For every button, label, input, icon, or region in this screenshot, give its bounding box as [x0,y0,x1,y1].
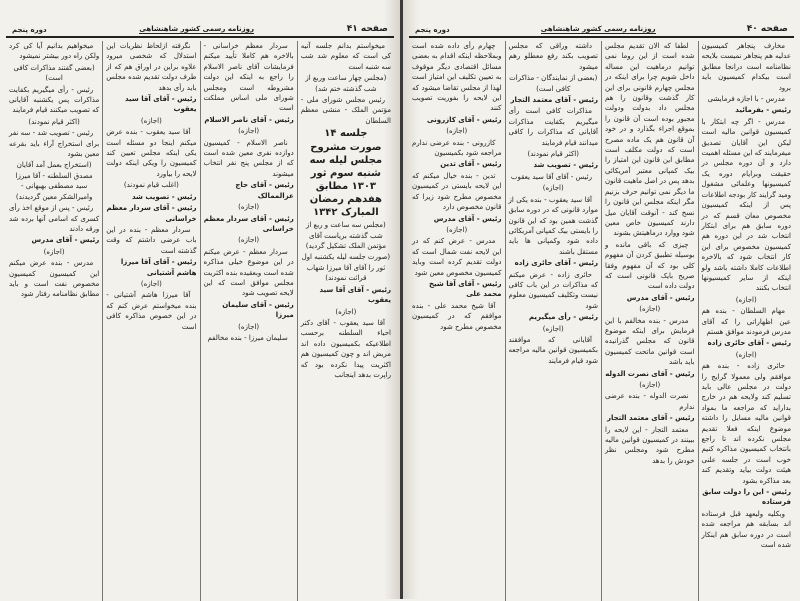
paragraph: سردار معظم - بنده در این باب عرضی داشتم که وقت گذشته است [106,225,197,255]
speaker-line: رئیس - تصویب شد [131,192,197,201]
parenthetical-note: (اجازه) [735,350,757,359]
paragraph: آقایانی که موافقند بکمیسیون قوانین مالیه مراجعه شود قیام فرمایند [508,335,598,365]
speaker-line: رئیس - آقای کازرونی [427,115,502,124]
parenthetical-note: (اجازه) [735,295,757,304]
speaker-line: رئیس - آقای تدین [440,160,502,169]
paragraph: نگرفته ازلحاظ نظریات این استدلال که شخصی میرود علاوه براین در اوراق هم که از طرف دولت تقدیم شده مجلس باید رأی بدهد [106,42,197,92]
speaker-line: رئیس - آقای آقا سید یعقوب [125,95,197,114]
paragraph: آقا شیخ محمد علی - بنده موافقم که در کمیسیون مخصوص مطرح شود [412,301,502,331]
speaker-line: رئیس - رأی میگیریم [528,313,598,322]
page-header [6,24,394,38]
text-column [409,41,505,601]
parenthetical-note: (اجازه) [542,184,564,193]
speaker-line: رئیس - آقای نصرت الدوله [605,369,695,378]
parenthetical-note: (اجازه) [639,381,661,389]
text-column [601,41,698,601]
paragraph: آقا میرزا هاشم آشتیانی - بنده میخواستم عرض کنم که در این خصوص مذاکره کافی است [106,291,197,331]
paragraph: سردار معظم - عرض میکنم در این موضوع خیلی مذاکره شده است وبعقیده بنده اکثریت مجلس موافق است که این لایحه تصویب شود [203,247,294,298]
text-columns [6,41,394,601]
parenthetical-note: (اجازه) [446,225,468,234]
session-heading: جلسه ۱۴ [324,128,368,140]
speaker-line: رئیس - آقای مدرس [31,236,100,245]
parenthetical-note: (مجلس سه ساعت و ربع از شب گذشته بریاست آقای مؤتمن الملک تشکیل گردید) [305,221,386,251]
page-number: صفحه ۴۰ [746,24,788,34]
paragraph: رئیس - پس از موقع اخذ رأی کسری که اسامی آنها برده شد ورقه دادند [9,204,100,233]
paragraph: مخارف پنجاهر کمیسیون عدلیه هم پنجاهر نمیست بلایحه نظامنامه است درانجا مطابق است بیکدام کمیسیون باید برود [701,42,791,92]
parenthetical-note: (اجازه) [238,236,260,245]
speaker-line: رئیس - آقای آقا شیخ محمد علی [429,279,502,299]
parenthetical-note: (بعضی از نمایندگان - مذاکرات کافی است) [509,74,598,93]
text-column [102,41,199,601]
paragraph: چیزی که باقی مانده و بوسیله تطبیق کردن آن مفهوم کلی بود که آن مفهوم وفقا صریح بایک قانونی است که دولت داده است [605,240,695,291]
text-column [698,41,795,601]
paragraph: لطفا که الان تقدیم مجلس شده است از این روما نمی توانیم درماهیت این مساله داخل شویم چرا برای اینکه در مجلس چهارم قانونی برای این کار گذشت وقانون را هم مجلس داد بدولت ودولت مجبور بوده است آن قانون را بموقع اجراء بگذارد و در خود آن قانون هم یک ماده مصرح است که دولت مکلف است مطابق این قانون این امتیاز را بیک کمپانی معتبر آمریکائی بدهد پس در اصل ماهیت قانون ما دیگر نمی توانیم حرف بزنیم مگر اینکه مجلس این قانون را نسخ کند - آنوقت آقایان میل دارند کمیسیون خاص معین شود ووارد درماهیتش بشوند [605,42,695,238]
parenthetical-note: (استخراج بعمل آمد آقایان مصدق السلطنه - آقا میرزا سید مصطفی بهبهانی - وامیرالشکر معین گردیدند) [15,161,93,201]
paragraph: مدرس - اگر چه ابتکار با کمیسیون قوانین مالیه است لیکن این آقایان تصدیق میفرمایند که این مسئله اهمیت دارد و آن دوره مجلس در حقیقت وبرایام دوره یک کمیسیونها وعلمائی مشغول ومید گرایند کار بودجه اطلاعات پس از اینکه کمیسیون مخصوص معان قسم که در دوره سابق هم برای ابتکار انتخاب شد در این دوره هم کمیسیون مخصوص برای این کار انتخاب شود که بالاخره اطلاعات کاملا داشته باشد ولو اینکه از سایر کمیسیونها انتخاب بکنند [701,117,791,293]
newspaper-title: روزنامه رسمی کشور شاهنشاهی [139,25,255,33]
page-number: صفحه ۴۱ [346,24,388,34]
paragraph: رئیس مجلس شورای ملی - مؤتمن الملک - منشی معظم السلطان [300,96,391,125]
parenthetical-note: (اغلب قیام نمودند) [123,181,179,190]
speaker-line: رئیس - آقای حائری زاده [707,339,791,348]
paragraph: میخواهیم بدانیم آیا کی کرد ولکن راه دور بیشتر نمیشود [9,42,100,61]
text-column [6,41,102,601]
speaker-line: رئیس - آقای ناصر الاسلام [204,115,294,124]
parenthetical-note: (اجازه) [639,305,661,314]
speaker-line: رئیس - این را دولت سابق فرستاده [702,488,791,507]
speaker-line: رئیس - آقای آقا سید یعقوب [319,285,391,305]
parenthetical-note: (مجلس چهار ساعت وربع از شب گذشته ختم شد) [305,74,387,93]
paragraph: رئیس - رأی میگیریم بکفایت مذاکرات پس یکشنبه آقایانی که تصویب میکنند قیام فرمایند [9,85,100,115]
session-heading: صورت مشروح مجلس لیله سه شنبه سوم ثور ۱۳۰۳ مطابق هفدهم رمضان المبارک ۱۳۴۲ [309,142,383,219]
paragraph: آقا سید یعقوب - بنده عرض میکنم اینجا دو مسئله است یکی اینکه مجلس تعیین کند کمیسیون را ویکی اینکه دولت لایحه را بیاورد [106,128,197,178]
parenthetical-note: (اجازه) [238,322,260,331]
parenthetical-note: (اجازه) [238,203,260,212]
parenthetical-note: (اجازه) [140,279,162,288]
text-column [200,41,297,601]
page-left [0,0,400,599]
text-columns [409,41,794,601]
parenthetical-note: (اجازه) [446,127,468,136]
parenthetical-note: (اجازه) [140,116,162,125]
session-label: دوره پنجم [12,26,47,34]
parenthetical-note: (اکثر قیام نمودند) [527,150,579,159]
parenthetical-note: (اجازه) [238,127,260,136]
paragraph: داشته وراقی که مجلس تصویب بکند رفع معطلو رهم میشود [508,42,598,71]
newspaper-title: روزنامه رسمی کشور شاهنشاهی [540,25,656,33]
parenthetical-note: (اجازه) [542,324,564,333]
page-right [400,0,800,599]
speaker-line: رئیس - آقای حاج عزالممالک [235,181,294,200]
paragraph: مدرس - با اجازه فرمایشی [707,95,785,104]
paragraph: چهارم رأی داده شده است وبملاحظه اینکه اقدام به بعضی مسائل اقتصادی دیگر موقوف به تعیین تکلیف این امتیاز است لهذا از مجلس تقاضا میشود که این لایحه را بفوریت تصویب کنند [412,42,502,113]
paragraph: سلیمان میرزا - بنده مخالفم [207,333,288,342]
speaker-line: رئیس - آقای معتمد التجار [606,414,695,423]
paragraph: کازرونی - بنده عرضی ندارم مراجعه شود بکمیسیون [412,138,502,158]
speaker-line: رئیس - تصویب شد [533,161,598,170]
paragraph: میخواستم بدانم جلسه آتیه کی است که معلوم شد شب سه شنبه است [300,42,391,71]
speaker-line: رئیس - آقای سلیمان میرزا [222,300,294,320]
paragraph: نصرت الدوله - بنده عرضی ندارم [605,392,695,411]
paragraph: مدرس - عرض کنم که در این لایحه نفت شمال است که دولت تقدیم کرده است وباید کمیسیون مخصوص معین شود [412,237,502,277]
paragraph: مهام السلطان - بنده هم عین اظهاراتی را که آقای مدرس فرمودند موافق هستم [701,307,791,336]
parenthetical-note: (بعضی گفتند مذاکرات کافی است) [13,63,95,83]
text-column [505,41,602,601]
speaker-line: رئیس - آقای معتمد التجار [510,96,598,105]
speaker-line: رئیس - آقای سردار معظم خراسانی [106,204,197,223]
paragraph: ناصر الاسلام - کمیسیون دوازده نفری معین شده است که از مجلس پنج نفر انتخاب میشوند [203,138,294,178]
speaker-line: رئیس - آقای سردار معظم خراسانی [203,214,294,233]
speaker-line: رئیس - آقای مدرس [433,214,502,223]
paragraph: وبکلیه ولیعهد قبل فرستاده اند بسابقه هم مراجعه شده است در دوره سابق هم اینکار شده است [701,509,791,550]
paragraph: رئیس - تصویب شد - سه نفر برای استخراج آراء باید بقرعه معین بشود [9,129,100,159]
speaker-line: رئیس - بفرمائید [735,106,791,115]
speaker-line: رئیس - آقای آقا میرزا هاشم آشتیانی [120,258,197,277]
paragraph: مدرس - بنده عرض میکنم این کمیسیون کمیسیون مخصوص نفت است و باید مطابق نظامنامه رفتار شود [9,259,100,299]
paragraph: معتمد التجار - این لایحه را ببینند در کمیسیون قوانین مالیه مطرح شود ومجلس نظر خودش را بدهد [605,425,695,465]
speaker-line: رئیس - آقای مدرس [626,293,695,302]
paragraph: مدرس - بنده مخالفم با این فرمایش برای اینکه موضوع قانون که مجلس گذرانیده است قوانین ماتحت کمیسیون باید باشد [605,316,695,367]
paragraph: مذاکرات کافی است رأی میگیریم بکفایت مذاکرات آقایانی که مذاکرات را کافی میدانند قیام فرمایند [508,107,598,147]
text-column [297,41,394,601]
paragraph: حائری زاده - عرض میکنم که مذاکرات در این باب کافی نیست وتکلیف کمیسیون معلوم شود [508,270,598,310]
parenthetical-note: (صورت جلسه لیله یکشنبه اول ثور را آقای آقا میرزا شهاب قرائت نمودند) [301,253,391,283]
paragraph: آقا سید یعقوب - بنده یکی از موارد قانونی که در دوره سابق گذشت همین بود که این قانون را بایستی بیک کمپانی آمریکائی داده شود وکمپانی ها باید مستقل باشند [508,195,598,256]
session-label: دوره پنجم [415,26,450,34]
paragraph: رئیس - آقای آقا سید یعقوب [510,172,592,181]
speaker-line: رئیس - آقای حائری زاده [514,259,598,268]
parenthetical-note: (اجازه) [335,307,357,316]
parenthetical-note: (اکثر قیام نمودند) [28,117,80,126]
page-header [409,24,794,38]
paragraph: حائری زاده - بنده هم موافقم ولی معمولا گرایج را دولت در مجلس عالی باید تسلیم کند ولایحه هم در خارج بداراید که مراجعه ما بمواد قوانین مالیه مسایل را داشته موضوع اینکه فعلا تقدیم مجلس نکرده اند تا راجع بانتخاب کمیسیون مذاکره کنیم خوب است در جلسه علنی هیئت دولت بیاید وتقدیم کند بعد مذاکره بشود [701,362,791,485]
paragraph: سردار معظم خراسانی - بالاخره هم کاملا تأیید میکنم فرمایشات آقای ناصر الاسلام را راجع به اینکه این دولت مشروطه است ومجلس شورای ملی اساس مملکت است [203,42,294,113]
paragraph: تدین - بنده خیال میکنم که این لایحه بایستی در کمیسیون مخصوص مطرح شود زیرا که قانون مخصوص دارد [412,171,502,212]
paragraph: آقا سید یعقوب - آقای دکتر احیاء السلطنه برحسب اطلاعیکه بکمیسیون داده اند مریض اند و چون کمیسیون هم اکثریت پیدا نکرده بود که راپرت بدهد اینجانب [300,318,391,379]
parenthetical-note: (اجازه) [43,247,65,256]
